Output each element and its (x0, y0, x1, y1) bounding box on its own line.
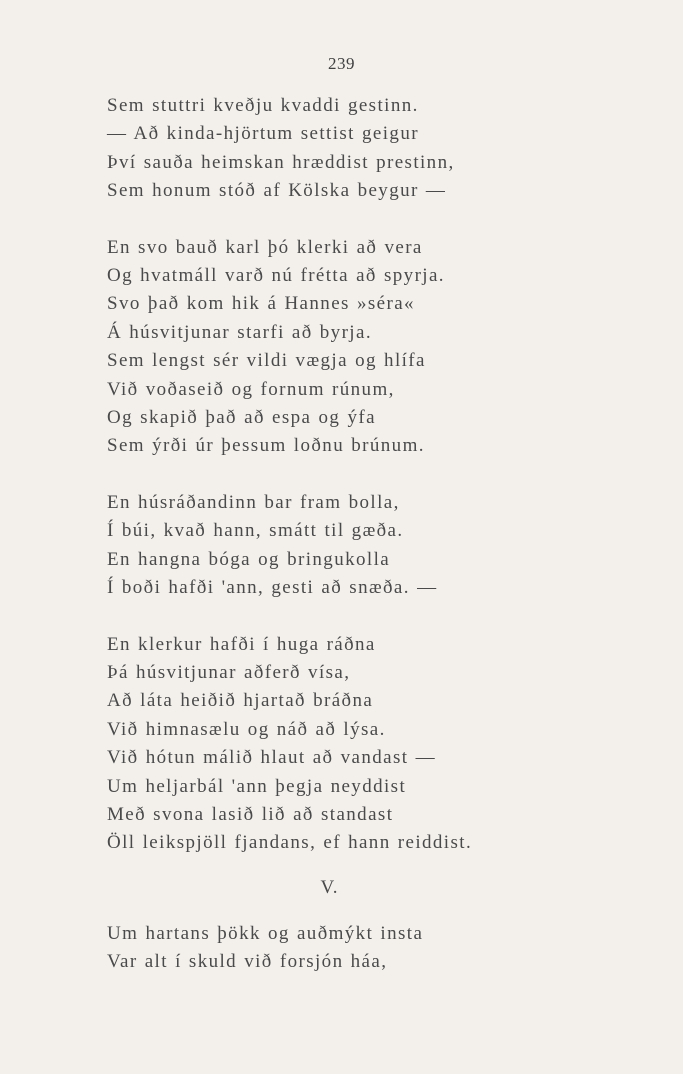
verse-line: Við hótun málið hlaut að vandast — (107, 747, 436, 769)
verse-line: Sem lengst sér vildi vægja og hlífa (107, 350, 426, 372)
verse-line: Við voðaseið og fornum rúnum, (107, 378, 395, 400)
verse-line: Um heljarbál 'ann þegja neyddist (107, 775, 407, 797)
verse-line: Um hartans þökk og auðmýkt insta (107, 922, 424, 944)
verse-line: Á húsvitjunar starfi að byrja. (107, 321, 372, 343)
verse-line: En húsráðandinn bar fram bolla, (107, 491, 400, 513)
verse-line: Sem honum stóð af Kölska beygur — (107, 180, 447, 202)
stanza-5 (107, 920, 667, 977)
verse-line: Í boði hafði 'ann, gesti að snæða. — (107, 577, 438, 599)
verse-line: — Að kinda-hjörtum settist geigur (107, 123, 419, 145)
verse-line: En svo bauð karl þó klerki að vera (107, 236, 423, 258)
section-heading: V. (320, 876, 339, 898)
page-number: 239 (328, 54, 355, 73)
stanza-3 (107, 489, 667, 603)
verse-line: Sem stuttri kveðju kvaddi gestinn. (107, 95, 419, 116)
verse-line: Að láta heiðið hjartað bráðna (107, 690, 374, 712)
verse-line: Í búi, kvað hann, smátt til gæða. (107, 520, 404, 542)
verse-line: Við himnasælu og náð að lýsa. (107, 718, 386, 740)
stanza-2 (107, 234, 667, 461)
stanza-4 (107, 631, 667, 858)
verse-line: Var alt í skuld við forsjón háa, (107, 951, 388, 973)
verse-line: Sem ýrði úr þessum loðnu brúnum. (107, 435, 425, 457)
verse-line: Og skapið það að espa og ýfa (107, 407, 376, 429)
verse-line: En klerkur hafði í huga ráðna (107, 633, 376, 655)
poem-body (107, 92, 667, 977)
verse-line: Þá húsvitjunar aðferð vísa, (107, 661, 351, 683)
verse-line: Öll leikspjöll fjandans, ef hann reiddist. (107, 832, 473, 854)
verse-line: Og hvatmáll varð nú frétta að spyrja. (107, 265, 445, 287)
stanza-1 (107, 92, 667, 206)
verse-line: En hangna bóga og bringukolla (107, 548, 391, 570)
verse-line: Svo það kom hik á Hannes »séra« (107, 293, 415, 315)
verse-line: Með svona lasið lið að standast (107, 803, 394, 825)
verse-line: Því sauða heimskan hræddist prestinn, (107, 151, 455, 173)
